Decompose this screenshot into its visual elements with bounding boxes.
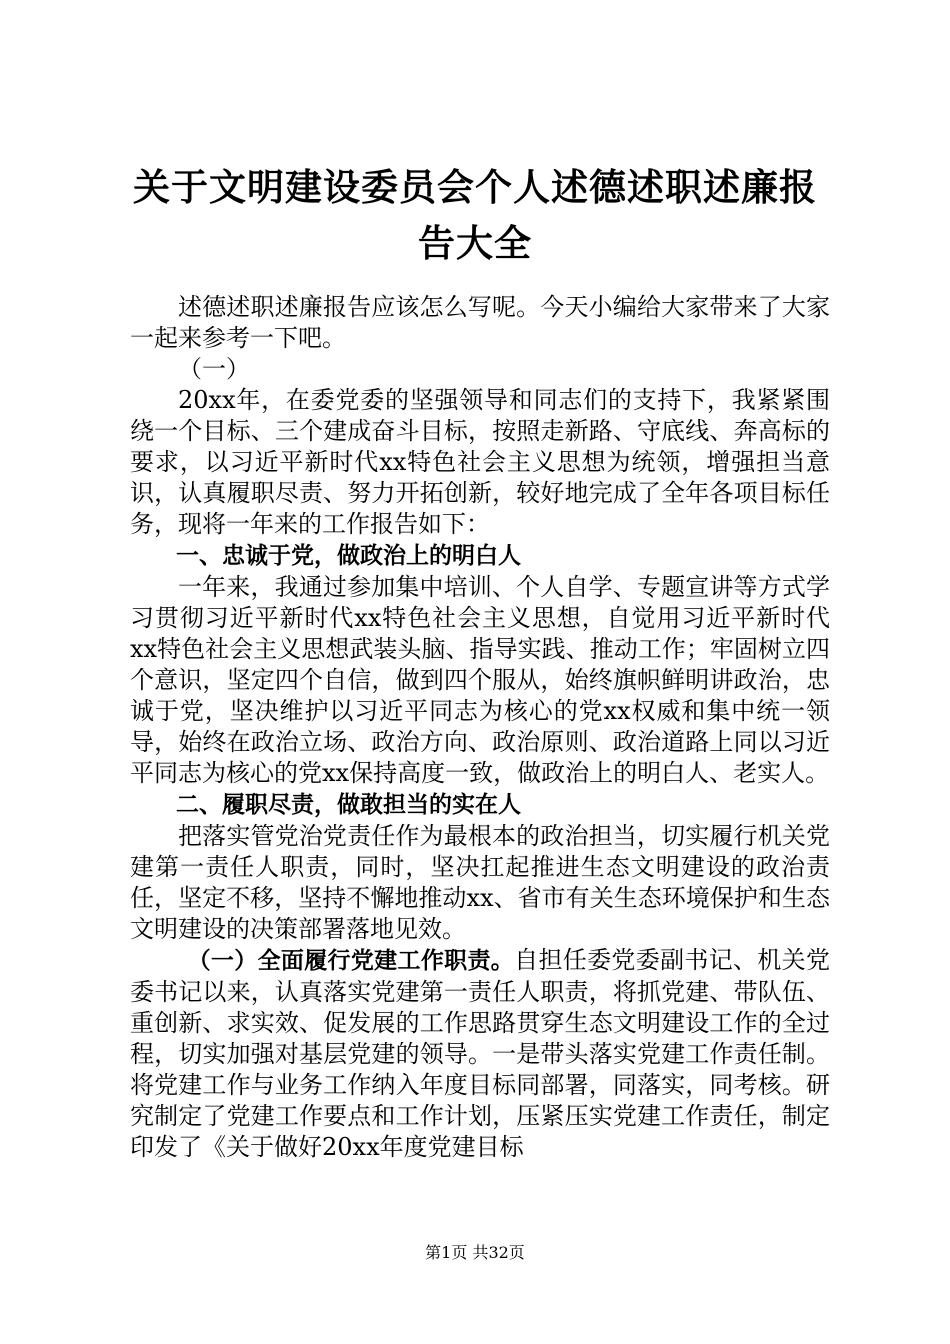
paragraph-4: [130, 945, 830, 1163]
paragraph-3: 把落实管党治党责任作为最根本的政治担当，切实履行机关党建第一责任人职责，同时，坚决扛起推进生态文明建设的政治责任，坚定不移，坚持不懈地推动xx、省市有关生态环境保护和生态文明建设的决策部署落地见效。: [130, 822, 830, 943]
heading-2: 二、履职尽责，做敢担当的实在人: [176, 792, 521, 818]
sub-heading-1: （一）全面履行党建工作职责。: [187, 948, 515, 974]
heading-1: 一、忠诚于党，做政治上的明白人: [176, 543, 521, 569]
section-marker: （一）: [178, 355, 250, 383]
page-footer: 第1页 共32页: [425, 1243, 525, 1262]
intro-paragraph: 述德述职述廉报告应该怎么写呢。今天小编给大家带来了大家一起来参考一下吧。: [130, 293, 830, 352]
document-title: 关于文明建设委员会个人述德述职述廉报告大全: [133, 166, 817, 265]
paragraph-4-text: 自担任委党委副书记、机关党委书记以来，认真落实党建第一责任人职责，将抓党建、带队伍、重创新、求实效、促发展的工作思路贯穿生态文明建设工作的全过程，切实加强对基层党建的领导。一是带头落实党建工作责任制。将党建工作与业务工作纳入年度目标同部署，同落实，同考核。研究制定了党建工作要点和工作计划，压紧压实党建工作责任，制定印发了《关于做好20xx年度党建目标: [130, 946, 831, 1161]
document-body: [130, 292, 830, 1163]
paragraph-2: 一年来，我通过参加集中培训、个人自学、专题宣讲等方式学习贯彻习近平新时代xx特色社会主义思想，自觉用习近平新时代xx特色社会主义思想武装头脑、指导实践、推动工作；牢固树立四个意识，坚定四个自信，做到四个服从，始终旗帜鲜明讲政治，忠诚于党，坚决维护以习近平同志为核心的党xx权威和集中统一领导，始终在政治立场、政治方向、政治原则、政治道路上同以习近平同志为核心的党xx保持高度一致，做政治上的明白人、老实人。: [130, 573, 830, 787]
paragraph-1: 20xx年，在委党委的坚强领导和同志们的支持下，我紧紧围绕一个目标、三个建成奋斗目标，按照走新路、守底线、奔高标的要求，以习近平新时代xx特色社会主义思想为统领，增强担当意识，认真履职尽责、努力开拓创新，较好地完成了全年各项目标任务，现将一年来的工作报告如下：: [130, 386, 830, 538]
